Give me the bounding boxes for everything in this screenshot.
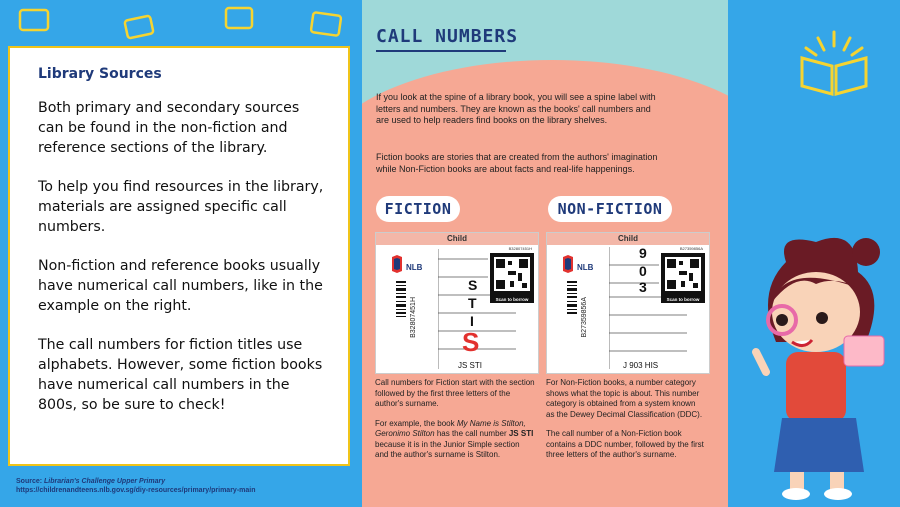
nonfiction-desc-2: The call number of a Non-Fiction book contains a DDC number, followed by the first three letters of the author's surname. bbox=[546, 429, 704, 459]
fiction-spine-label bbox=[375, 232, 539, 374]
fiction-barcode-number: B32807451H bbox=[410, 297, 417, 338]
nonfiction-call-number: J 903 HIS bbox=[623, 361, 659, 370]
nonfiction-digit-2: 0 bbox=[639, 263, 647, 279]
infographic-intro-1: If you look at the spine of a library book, you will see a spine label with letters and numbers. They are known as the books' call numbers and are used to help readers find books on the library shelves. bbox=[376, 92, 656, 125]
source-url: https://childrenandteens.nlb.gov.sg/diy-resources/primary/primary-main bbox=[16, 487, 256, 494]
nonfiction-section: Child bbox=[547, 233, 709, 245]
nonfiction-heading: NON-FICTION bbox=[548, 196, 672, 222]
fiction-call-number: JS STI bbox=[458, 361, 483, 370]
card-paragraph-2: To help you find resources in the library, materials are assigned specific call numbers. bbox=[38, 179, 324, 235]
nlb-logo-icon bbox=[561, 255, 575, 273]
fiction-logo: NLB bbox=[406, 263, 423, 272]
card-paragraph-4: The call numbers for fiction titles use alphabets. However, some fiction books have numerical call numbers in the 800s, so be sure to check! bbox=[38, 337, 323, 413]
fiction-letter-3: I bbox=[470, 313, 474, 329]
fiction-small-code: B32807451H bbox=[508, 246, 532, 251]
card-paragraph-1: Both primary and secondary sources can be found in the non-fiction and reference sections of the library. bbox=[38, 100, 300, 156]
fiction-heading: FICTION bbox=[376, 196, 460, 222]
library-sources-card bbox=[8, 46, 350, 466]
infographic-intro-2: Fiction books are stories that are created from the authors' imagination while Non-Fiction books are about facts and real-life happenings. bbox=[376, 152, 658, 174]
source-prefix: Source: bbox=[16, 478, 45, 485]
fiction-big-letter: S bbox=[462, 327, 480, 357]
nonfiction-small-code: B27359856A bbox=[679, 246, 703, 251]
nonfiction-logo: NLB bbox=[577, 263, 594, 272]
title-underline bbox=[376, 50, 506, 52]
source-citation bbox=[16, 477, 255, 495]
qr-code-icon bbox=[490, 253, 534, 303]
qr-code-icon bbox=[661, 253, 705, 303]
fiction-letter-1: S bbox=[468, 277, 478, 293]
fiction-desc-1: Call numbers for Fiction start with the section followed by the first three letters of the author's surname. bbox=[375, 378, 535, 408]
girl-illustration bbox=[746, 232, 896, 502]
nlb-logo-icon bbox=[390, 255, 404, 273]
fiction-qr-caption: Scan to borrow bbox=[495, 297, 529, 302]
call-numbers-infographic bbox=[362, 0, 728, 507]
nonfiction-barcode-number: B27359856A bbox=[581, 297, 588, 338]
card-title: Library Sources bbox=[38, 66, 162, 82]
nonfiction-qr-caption: Scan to borrow bbox=[666, 297, 700, 302]
fiction-description bbox=[375, 378, 535, 470]
nonfiction-digit-3: 3 bbox=[639, 279, 647, 295]
infographic-title: CALL NUMBERS bbox=[376, 26, 519, 47]
fiction-letter-2: T bbox=[468, 295, 477, 311]
nonfiction-digit-1: 9 bbox=[639, 245, 647, 261]
fiction-section: Child bbox=[376, 233, 538, 245]
nonfiction-desc-1: For Non-Fiction books, a number category shows what the topic is about. This number category is obtained from a system known as the Dewey Decimal Classification (DDC). bbox=[546, 378, 703, 419]
source-title: Librarian's Challenge Upper Primary bbox=[44, 478, 166, 485]
nonfiction-spine-label bbox=[546, 232, 710, 374]
book-icon bbox=[794, 28, 874, 98]
fiction-desc-2: For example, the book My Name is Stilton, Geronimo Stilton has the call number JS STI because it is in the Junior Simple section and the author's surname is Stilton. bbox=[375, 418, 534, 459]
card-paragraph-3: Non-fiction and reference books usually have numerical call numbers, like in the example on the right. bbox=[38, 258, 323, 314]
nonfiction-description bbox=[546, 378, 706, 470]
